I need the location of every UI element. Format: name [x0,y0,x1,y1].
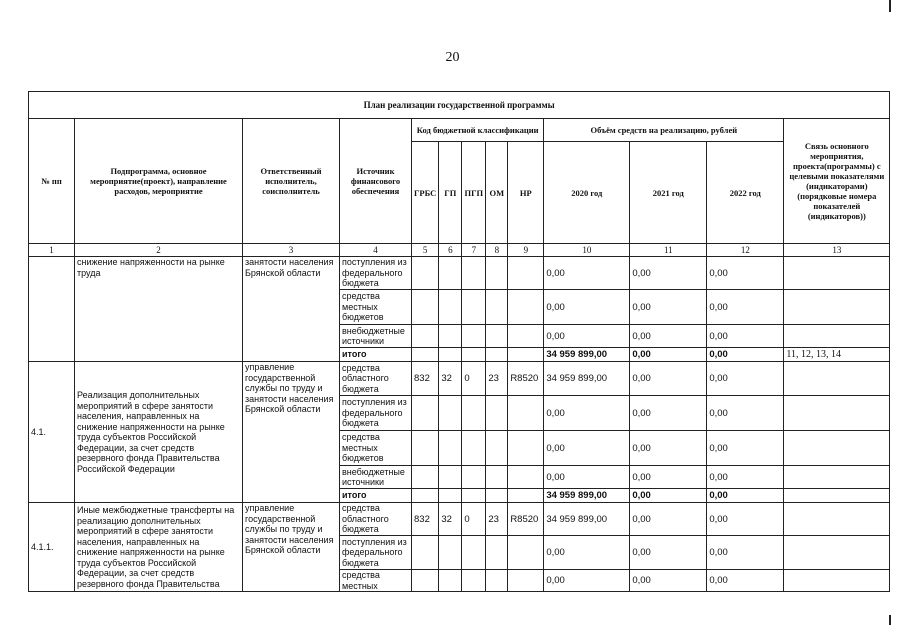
header-responsible: Ответственный исполнитель, соисполнитель [243,119,340,244]
column-number: 11 [630,244,707,257]
scan-edge-mark [889,0,891,12]
funding-source: средства местных бюджетов [340,431,412,466]
column-number: 4 [340,244,412,257]
value-2022: 0,00 [707,570,784,592]
value-2022: 0,00 [707,348,784,362]
table-row [29,503,890,536]
header-grbs: ГРБС [412,142,439,244]
value-2020: 0,00 [544,431,630,466]
value-2020: 34 959 899,00 [544,348,630,362]
funding-source: поступления из федерального бюджета [340,396,412,431]
header-source: Источник финансового обеспечения [340,119,412,244]
value-2022: 0,00 [707,325,784,348]
column-number: 1 [29,244,75,257]
column-number: 6 [439,244,462,257]
measure-name: снижение напряженности на рынке труда [75,257,243,362]
page-number: 20 [445,50,460,65]
funding-source: средства местных бюджетов [340,290,412,325]
column-number: 5 [412,244,439,257]
value-2020: 0,00 [544,290,630,325]
value-2020: 0,00 [544,396,630,431]
value-2022: 0,00 [707,257,784,290]
header-num: № пп [29,119,75,244]
value-2020: 0,00 [544,570,630,592]
program-plan-table [28,91,890,592]
value-2020: 34 959 899,00 [544,503,630,536]
table-row [29,257,890,290]
row-number: 4.1.1. [29,503,75,592]
value-2021: 0,00 [630,257,707,290]
table-title: План реализации государственной программы [29,92,890,119]
value-2021: 0,00 [630,396,707,431]
value-2020: 0,00 [544,466,630,489]
column-number-row [29,244,890,257]
header-budget-code: Код бюджетной классификации [412,119,544,142]
value-2021: 0,00 [630,290,707,325]
funding-source: средства областного бюджета [340,503,412,536]
value-2020: 0,00 [544,257,630,290]
value-2020: 0,00 [544,325,630,348]
value-2021: 0,00 [630,348,707,362]
row-number-cell [29,257,75,362]
header-subprogram: Подпрограмма, основное мероприятие(проект), направление расходов, мероприятие [75,119,243,244]
value-2022: 0,00 [707,431,784,466]
value-2022: 0,00 [707,396,784,431]
value-2022: 0,00 [707,503,784,536]
column-number: 9 [508,244,544,257]
header-nr: НР [508,142,544,244]
header-om: ОМ [486,142,508,244]
column-number: 13 [784,244,890,257]
header-link: Связь основного мероприятия, проекта(программы) с целевыми показателями (индикаторами) (порядковые номера показателей (индикаторов)) [784,119,890,244]
value-2021: 0,00 [630,536,707,570]
funding-source: средства местных [340,570,412,592]
measure-name: Реализация дополнительных мероприятий в сфере занятости населения, направленных на снижение напряженности на рынке труда субъектов Российской Федерации, за счет средств резервного фонда Правительства Российской Федерации [75,362,243,503]
responsible-executor: управление государственной службы по труду и занятости населения Брянской области [243,362,340,503]
column-number: 10 [544,244,630,257]
header-volume: Объём средств на реализацию, рублей [544,119,784,142]
code-pgp: 0 [462,362,486,396]
column-number: 8 [486,244,508,257]
value-2021: 0,00 [630,325,707,348]
header-2021: 2021 год [630,142,707,244]
funding-source-total: итого [340,348,412,362]
responsible-executor: занятости населения Брянской области [243,257,340,362]
column-number: 2 [75,244,243,257]
value-2022: 0,00 [707,536,784,570]
value-2022: 0,00 [707,290,784,325]
code-gp: 32 [439,362,462,396]
value-2021: 0,00 [630,570,707,592]
value-2020: 0,00 [544,536,630,570]
column-number: 12 [707,244,784,257]
code-grbs: 832 [412,503,439,536]
measure-name: Иные межбюджетные трансферты на реализацию дополнительных мероприятий в сфере занятости населения, направленных на снижение напряженности на рынке труда субъектов Российской Федерации, за счет средств резервного фонда Правительства [75,503,243,592]
value-2021: 0,00 [630,431,707,466]
responsible-executor: управление государственной службы по труду и занятости населения Брянской области [243,503,340,592]
funding-source: средства областного бюджета [340,362,412,396]
header-gp: ГП [439,142,462,244]
value-2021: 0,00 [630,362,707,396]
header-pgp: ПГП [462,142,486,244]
header-2022: 2022 год [707,142,784,244]
value-2022: 0,00 [707,489,784,503]
value-2022: 0,00 [707,362,784,396]
code-gp: 32 [439,503,462,536]
value-2021: 0,00 [630,466,707,489]
funding-source-total: итого [340,489,412,503]
scan-edge-mark [889,615,891,625]
funding-source: внебюджетные источники [340,466,412,489]
header-2020: 2020 год [544,142,630,244]
value-2021: 0,00 [630,503,707,536]
table-row [29,362,890,396]
code-om: 23 [486,362,508,396]
value-2020: 34 959 899,00 [544,362,630,396]
funding-source: поступления из федерального бюджета [340,257,412,290]
column-number: 3 [243,244,340,257]
code-grbs: 832 [412,362,439,396]
code-pgp: 0 [462,503,486,536]
indicator-links: 11, 12, 13, 14 [784,348,890,362]
code-nr: R8520 [508,503,544,536]
value-2021: 0,00 [630,489,707,503]
value-2022: 0,00 [707,466,784,489]
funding-source: поступления из федерального бюджета [340,536,412,570]
row-number: 4.1. [29,362,75,503]
column-number: 7 [462,244,486,257]
code-om: 23 [486,503,508,536]
funding-source: внебюджетные источники [340,325,412,348]
value-2020: 34 959 899,00 [544,489,630,503]
code-nr: R8520 [508,362,544,396]
